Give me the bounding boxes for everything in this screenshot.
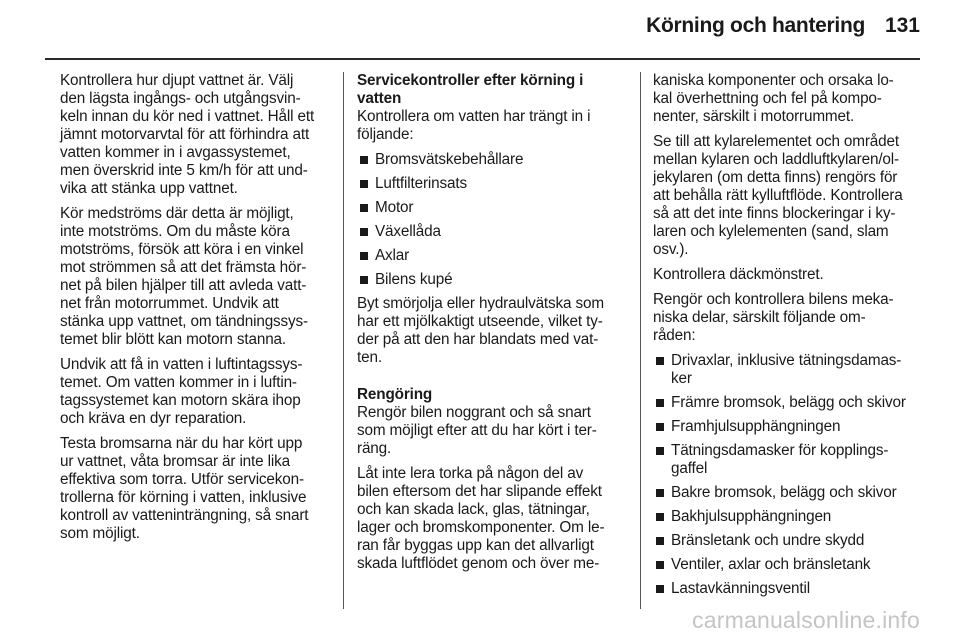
paragraph-clean-car: Rengör bilen noggrant och så snart som möjligt efter att du har kört i ter- räng.	[357, 404, 597, 457]
list-item: Bilens kupé	[357, 271, 627, 289]
list-item: Bränsletank och undre skydd	[653, 532, 928, 550]
paragraph-tread: Kontrollera däckmönstret.	[653, 266, 824, 283]
section-heading-service-checks: Servicekontroller efter körning i vatten	[357, 72, 584, 107]
section-heading-cleaning: Rengöring	[357, 386, 433, 403]
list-item: Bakre bromsok, belägg och skivor	[653, 484, 928, 502]
inspection-list	[653, 352, 928, 598]
watermark: carmanualsonline.info	[692, 607, 920, 633]
list-item: Framhjulsupphängningen	[653, 418, 928, 436]
page-header	[0, 0, 960, 58]
list-item: Luftfilterinsats	[357, 175, 627, 193]
list-item: Ventiler, axlar och bränsletank	[653, 556, 928, 574]
list-item: Växellåda	[357, 223, 627, 241]
paragraph-drive-downstream: Kör medströms där detta är möjligt, inte motströms. Om du måste köra motströms, försök att köra i en vinkel mot strömmen så att det främsta hör- net på bilen hjälper till att avleda vatt- net från motorrummet. Undvik att stänka upp vattnet, om tändningssys- temet blir blött kan motorn stanna.	[60, 205, 308, 348]
column-divider-1	[343, 72, 344, 609]
list-item: Drivaxlar, inklusive tätningsdamas- ker	[653, 352, 928, 388]
list-item: Främre bromsok, belägg och skivor	[653, 394, 928, 412]
list-item: Axlar	[357, 247, 627, 265]
paragraph-check-water: Kontrollera om vatten har trängt in i följande:	[357, 108, 591, 143]
paragraph-radiator: Se till att kylarelementet och området mellan kylaren och laddluftkylaren/ol- jekylaren (om detta finns) rengörs för att behålla rätt kylluftflöde. Kontrollera så att det inte finns blockeringar i ky- laren och kylelementen (sand, slam osv.).	[653, 133, 903, 258]
column-divider-2	[640, 72, 641, 609]
paragraph-replace-oil: Byt smörjolja eller hydraulvätska som har ett mjölkaktigt utseende, vilket ty- der på att den har blandats med vat- ten.	[357, 295, 604, 366]
column-3	[653, 72, 928, 604]
column-1	[60, 72, 330, 550]
page-title: Körning och hantering	[646, 14, 865, 37]
check-list	[357, 151, 627, 289]
paragraph-mud: Låt inte lera torka på någon del av bilen eftersom det har slipande effekt och kan skada lack, glas, tätningar, lager och bromskomponenter. Om le- ran får byggas upp kan det allvarligt skada luftflödet genom och över me-	[357, 465, 605, 572]
paragraph-air-intake: Undvik att få in vatten i luftintagssys- temet. Om vatten kommer in i luftin- tagssystemet kan motorn skära ihop och kräva en dyr reparation.	[60, 356, 303, 427]
list-item: Bromsvätskebehållare	[357, 151, 627, 169]
list-item: Bakhjulsupphängningen	[653, 508, 928, 526]
list-item: Motor	[357, 199, 627, 217]
column-2	[357, 72, 627, 580]
header-divider	[45, 58, 920, 60]
list-item: Tätningsdamasker för kopplings- gaffel	[653, 442, 928, 478]
paragraph-water-depth: Kontrollera hur djupt vattnet är. Välj den lägsta ingångs- och utgångsvin- keln innan du kör ned i vattnet. Håll ett jämnt motorvarvtal för att förhindra att vatten kommer in i avgassystemet, men överskrid inte 5 km/h för att und- vika att stänka upp vattnet.	[60, 72, 315, 197]
paragraph-mechanical-components: kaniska komponenter och orsaka lo- kal överhettning och fel på kompo- nenter, särskilt i motorrummet.	[653, 72, 894, 125]
page-number: 131	[884, 14, 920, 37]
list-item: Lastavkänningsventil	[653, 580, 928, 598]
paragraph-test-brakes: Testa bromsarna när du har kört upp ur vattnet, våta bromsar är inte lika effektiva som torra. Utför servicekon- trollerna för körning i vatten, inklusive kontroll av vatteninträngning, så snart som möjligt.	[60, 435, 309, 542]
paragraph-inspect-parts: Rengör och kontrollera bilens meka- niska delar, särskilt följande om- råden:	[653, 291, 894, 344]
